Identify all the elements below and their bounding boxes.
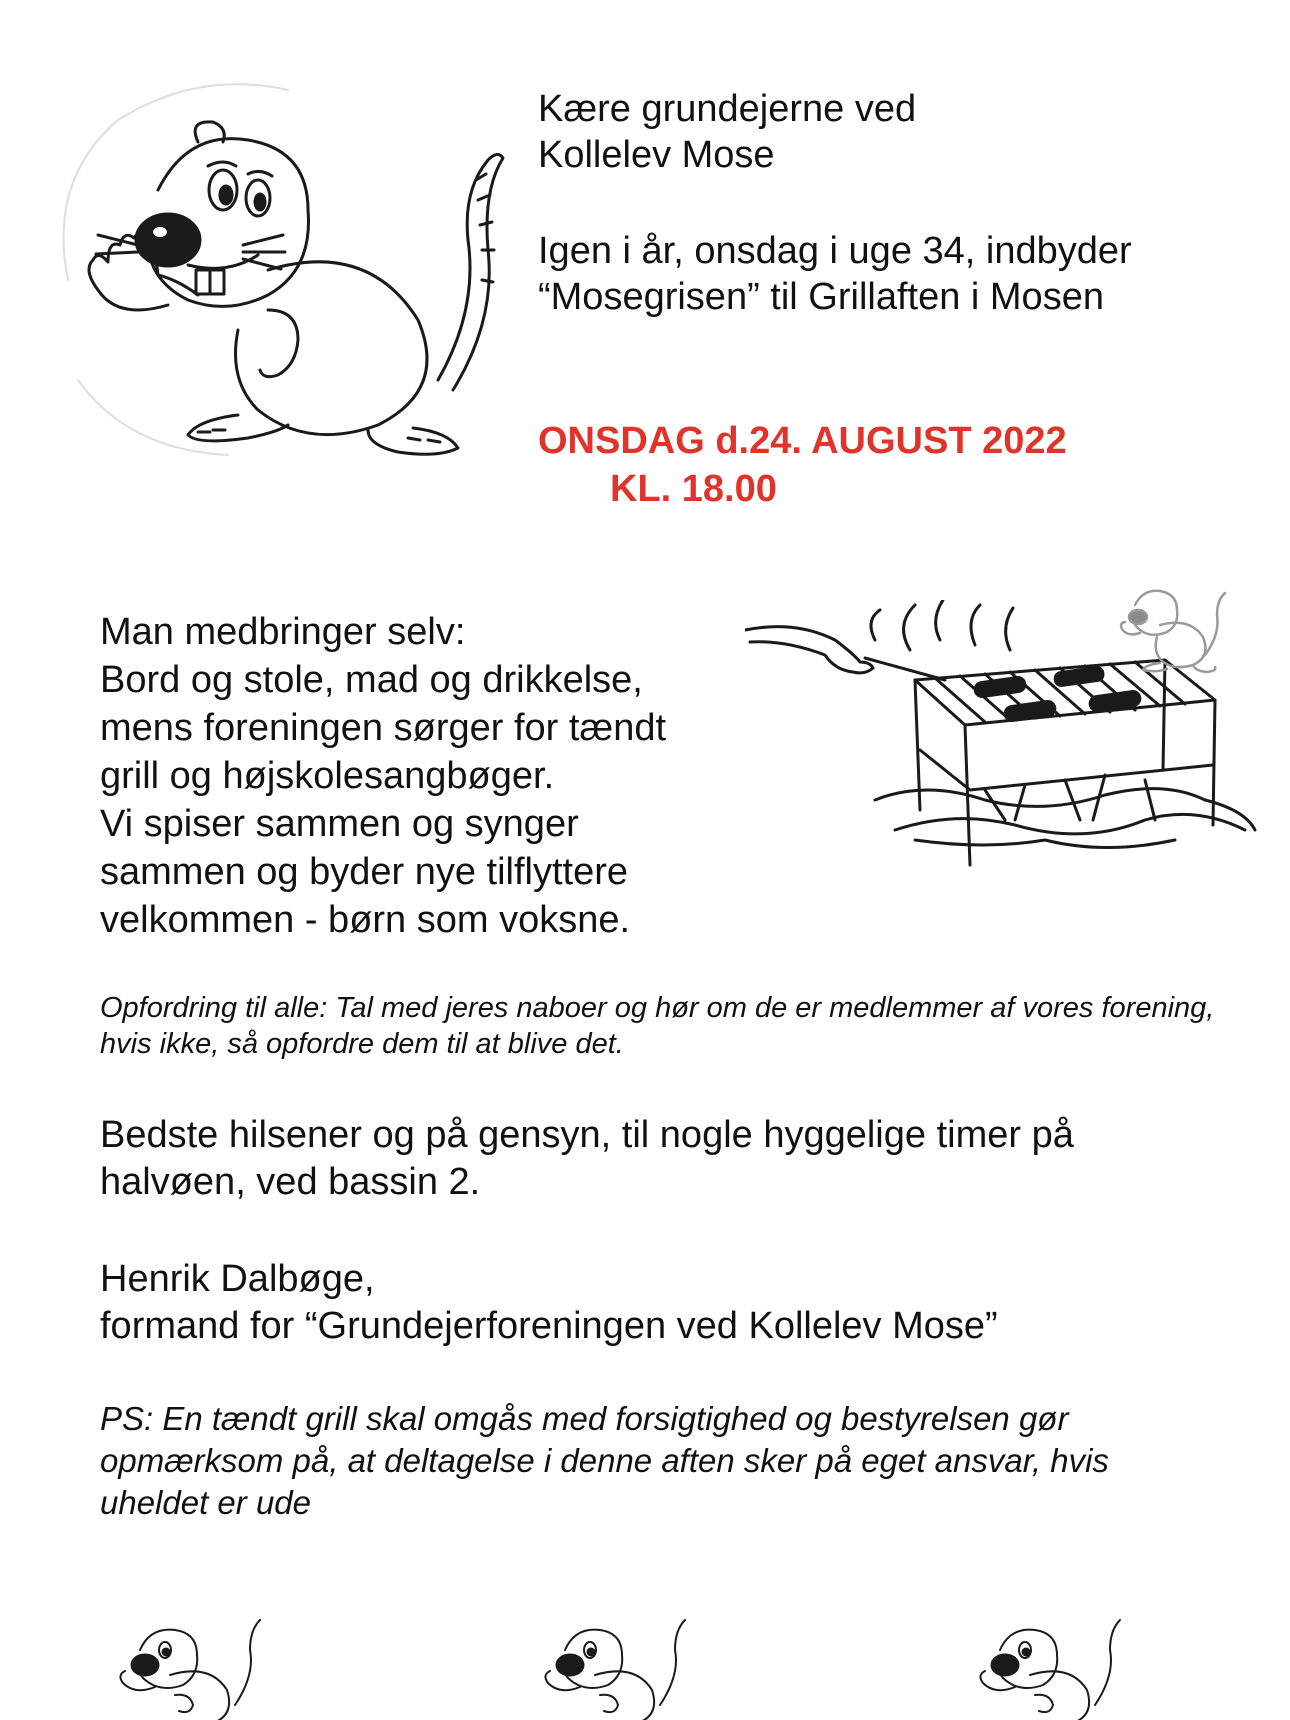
bring-paragraph <box>100 608 666 944</box>
bring-line: velkommen - børn som voksne. <box>100 899 631 941</box>
beaver-small-icon <box>520 1605 700 1720</box>
beaver-small-icon <box>1105 575 1235 675</box>
encouragement-note: Opfordring til alle: Tal med jeres naboer og hør om de er medlemmer af vores forening, hvis ikke, så opfordre dem til at blive det. <box>100 992 1215 1060</box>
bring-line: Vi spiser sammen og synger <box>100 803 579 845</box>
bring-line: Man medbringer selv: <box>100 611 466 653</box>
signature <box>100 1256 998 1350</box>
signature-title: formand for “Grundejerforeningen ved Kollelev Mose” <box>100 1305 998 1347</box>
bring-line: mens foreningen sørger for tændt <box>100 707 667 749</box>
greeting <box>538 86 916 178</box>
signature-name: Henrik Dalbøge, <box>100 1258 375 1300</box>
greeting-line-2: Kollelev Mose <box>538 134 775 176</box>
greeting-line-1: Kære grundejerne ved <box>538 88 917 130</box>
invitation-line-1: Igen i år, onsdag i uge 34, indbyder <box>538 230 1132 272</box>
ps-note: PS: En tændt grill skal omgås med forsigtighed og bestyrelsen gør opmærksom på, at deltagelse i denne aften sker på eget ansvar, hvis uheldet er ude <box>100 1400 1109 1521</box>
regards-paragraph: Bedste hilsener og på gensyn, til nogle hyggelige timer på halvøen, ved bassin 2. <box>100 1114 1074 1203</box>
bring-line: grill og højskolesangbøger. <box>100 755 555 797</box>
invitation <box>538 228 1132 320</box>
event-time: KL. 18.00 <box>610 468 777 510</box>
invitation-line-2: “Mosegrisen” til Grillaften i Mosen <box>538 276 1104 318</box>
beaver-small-icon <box>95 1605 275 1720</box>
bring-line: Bord og stole, mad og drikkelse, <box>100 659 643 701</box>
bring-line: sammen og byder nye tilflyttere <box>100 851 629 893</box>
beaver-small-icon <box>955 1605 1135 1720</box>
beaver-mascot-icon <box>38 80 518 460</box>
event-date: ONSDAG d.24. AUGUST 2022 <box>538 420 1067 462</box>
